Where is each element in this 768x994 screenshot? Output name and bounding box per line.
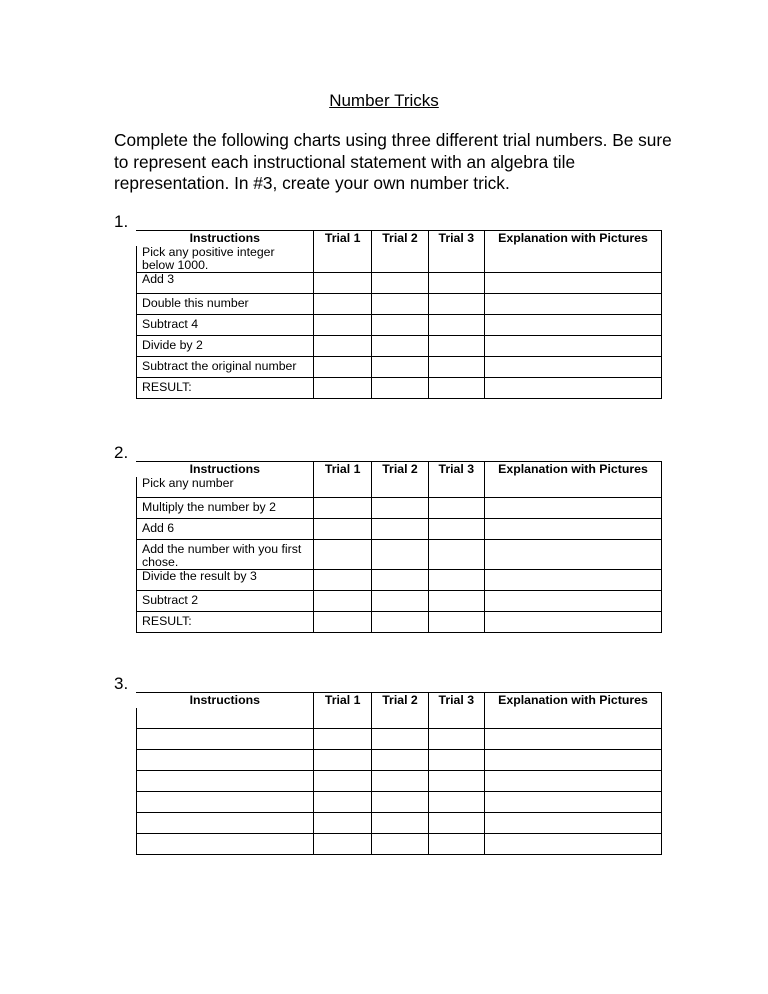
instruction-cell: Pick any number [137, 477, 314, 498]
trial-3-cell[interactable] [428, 750, 484, 771]
trial-1-cell[interactable] [314, 792, 372, 813]
trial-3-cell[interactable] [428, 570, 484, 591]
instruction-cell[interactable] [137, 750, 314, 771]
trial-3-cell[interactable] [428, 708, 484, 729]
table-row [137, 498, 662, 519]
instruction-cell[interactable] [137, 729, 314, 750]
instructions-header: Instructions [137, 692, 314, 708]
table-row [137, 771, 662, 792]
trial-2-cell[interactable] [372, 336, 428, 357]
table-row [137, 813, 662, 834]
chart-1-table [136, 230, 662, 399]
trial-2-cell[interactable] [372, 378, 428, 399]
trial-2-cell[interactable] [372, 498, 428, 519]
table-row [137, 357, 662, 378]
explanation-cell[interactable] [484, 246, 661, 273]
trial-1-cell[interactable] [314, 357, 372, 378]
explanation-cell[interactable] [484, 498, 661, 519]
trial-1-header: Trial 1 [314, 692, 372, 708]
instruction-cell: Subtract the original number [137, 357, 314, 378]
trial-3-cell[interactable] [428, 273, 484, 294]
trial-2-cell[interactable] [372, 750, 428, 771]
instruction-cell: Add 3 [137, 273, 314, 294]
chart-3-number: 3. [114, 674, 129, 693]
table-row [137, 612, 662, 633]
explanation-header: Explanation with Pictures [484, 692, 661, 708]
trial-3-cell[interactable] [428, 315, 484, 336]
instructions-header: Instructions [137, 461, 314, 477]
instruction-cell: RESULT: [137, 612, 314, 633]
trial-1-cell[interactable] [314, 612, 372, 633]
instruction-cell[interactable] [137, 813, 314, 834]
table-row [137, 708, 662, 729]
trial-2-cell[interactable] [372, 570, 428, 591]
trial-1-cell[interactable] [314, 591, 372, 612]
trial-1-cell[interactable] [314, 708, 372, 729]
trial-1-cell[interactable] [314, 336, 372, 357]
explanation-cell[interactable] [484, 294, 661, 315]
table-row [137, 540, 662, 570]
trial-1-cell[interactable] [314, 729, 372, 750]
explanation-cell[interactable] [484, 336, 661, 357]
table-row [137, 519, 662, 540]
explanation-cell[interactable] [484, 519, 661, 540]
instructions-header: Instructions [137, 230, 314, 246]
instruction-cell[interactable] [137, 792, 314, 813]
trial-2-cell[interactable] [372, 708, 428, 729]
trial-3-header: Trial 3 [428, 692, 484, 708]
trial-3-cell[interactable] [428, 591, 484, 612]
explanation-cell[interactable] [484, 834, 661, 855]
explanation-cell[interactable] [484, 792, 661, 813]
explanation-cell[interactable] [484, 273, 661, 294]
trial-3-cell[interactable] [428, 477, 484, 498]
trial-2-header: Trial 2 [372, 230, 428, 246]
trial-3-cell[interactable] [428, 813, 484, 834]
explanation-header: Explanation with Pictures [484, 461, 661, 477]
instruction-cell: Subtract 2 [137, 591, 314, 612]
trial-1-cell[interactable] [314, 570, 372, 591]
trial-2-cell[interactable] [372, 294, 428, 315]
explanation-cell[interactable] [484, 591, 661, 612]
table-row [137, 336, 662, 357]
trial-2-cell[interactable] [372, 315, 428, 336]
trial-1-cell[interactable] [314, 771, 372, 792]
instruction-cell: Divide the result by 3 [137, 570, 314, 591]
trial-3-cell[interactable] [428, 792, 484, 813]
explanation-cell[interactable] [484, 612, 661, 633]
instruction-cell[interactable] [137, 771, 314, 792]
trial-1-header: Trial 1 [314, 230, 372, 246]
instruction-cell: Double this number [137, 294, 314, 315]
table-row [137, 750, 662, 771]
table-row [137, 294, 662, 315]
trial-3-header: Trial 3 [428, 230, 484, 246]
chart-1-header-row [137, 230, 662, 246]
trial-1-cell[interactable] [314, 315, 372, 336]
table-row [137, 315, 662, 336]
instruction-cell: Multiply the number by 2 [137, 498, 314, 519]
trial-2-cell[interactable] [372, 813, 428, 834]
table-row [137, 273, 662, 294]
instructions-paragraph: Complete the following charts using three different trial numbers. Be sure to represent each instructional statement with an algebra tile representation. In #3, create your own number trick. [114, 130, 672, 193]
explanation-cell[interactable] [484, 708, 661, 729]
table-row [137, 591, 662, 612]
instruction-cell[interactable] [137, 834, 314, 855]
trial-3-cell[interactable] [428, 771, 484, 792]
trial-2-cell[interactable] [372, 246, 428, 273]
trial-1-cell[interactable] [314, 498, 372, 519]
trial-1-cell[interactable] [314, 294, 372, 315]
trial-1-cell[interactable] [314, 813, 372, 834]
explanation-cell[interactable] [484, 813, 661, 834]
chart-3-header-row [137, 692, 662, 708]
chart-1-number: 1. [114, 212, 129, 231]
explanation-cell[interactable] [484, 570, 661, 591]
chart-3-table [136, 692, 662, 855]
explanation-cell[interactable] [484, 477, 661, 498]
trial-3-cell[interactable] [428, 834, 484, 855]
trial-1-cell[interactable] [314, 834, 372, 855]
trial-2-cell[interactable] [372, 792, 428, 813]
trial-2-cell[interactable] [372, 729, 428, 750]
explanation-cell[interactable] [484, 315, 661, 336]
instruction-cell: Subtract 4 [137, 315, 314, 336]
explanation-cell[interactable] [484, 378, 661, 399]
trial-2-header: Trial 2 [372, 461, 428, 477]
trial-2-cell[interactable] [372, 357, 428, 378]
chart-2-table [136, 461, 662, 633]
table-row [137, 246, 662, 273]
chart-2-header-row [137, 461, 662, 477]
trial-2-cell[interactable] [372, 591, 428, 612]
trial-2-cell[interactable] [372, 273, 428, 294]
explanation-cell[interactable] [484, 540, 661, 570]
table-row [137, 834, 662, 855]
instruction-cell: Add 6 [137, 519, 314, 540]
explanation-cell[interactable] [484, 750, 661, 771]
trial-3-cell[interactable] [428, 498, 484, 519]
page-title: Number Tricks [329, 91, 439, 110]
trial-3-cell[interactable] [428, 378, 484, 399]
table-row [137, 477, 662, 498]
table-row [137, 570, 662, 591]
trial-2-cell[interactable] [372, 612, 428, 633]
instruction-cell[interactable] [137, 708, 314, 729]
trial-3-cell[interactable] [428, 357, 484, 378]
table-row [137, 378, 662, 399]
trial-2-cell[interactable] [372, 771, 428, 792]
trial-3-cell[interactable] [428, 612, 484, 633]
instruction-cell: Divide by 2 [137, 336, 314, 357]
trial-3-cell[interactable] [428, 729, 484, 750]
instruction-cell: Pick any positive integer below 1000. [137, 246, 314, 273]
trial-1-cell[interactable] [314, 750, 372, 771]
explanation-cell[interactable] [484, 729, 661, 750]
trial-1-cell[interactable] [314, 540, 372, 570]
trial-3-cell[interactable] [428, 519, 484, 540]
instruction-cell: RESULT: [137, 378, 314, 399]
instruction-cell: Add the number with you first chose. [137, 540, 314, 570]
trial-2-cell[interactable] [372, 540, 428, 570]
trial-1-header: Trial 1 [314, 461, 372, 477]
trial-2-cell[interactable] [372, 834, 428, 855]
trial-1-cell[interactable] [314, 273, 372, 294]
trial-3-header: Trial 3 [428, 461, 484, 477]
explanation-cell[interactable] [484, 771, 661, 792]
trial-3-cell[interactable] [428, 336, 484, 357]
trial-2-cell[interactable] [372, 477, 428, 498]
trial-1-cell[interactable] [314, 246, 372, 273]
trial-3-cell[interactable] [428, 540, 484, 570]
trial-1-cell[interactable] [314, 477, 372, 498]
explanation-cell[interactable] [484, 357, 661, 378]
trial-1-cell[interactable] [314, 378, 372, 399]
chart-2-number: 2. [114, 443, 129, 462]
trial-2-cell[interactable] [372, 519, 428, 540]
table-row [137, 729, 662, 750]
table-row [137, 792, 662, 813]
trial-2-header: Trial 2 [372, 692, 428, 708]
trial-1-cell[interactable] [314, 519, 372, 540]
trial-3-cell[interactable] [428, 246, 484, 273]
trial-3-cell[interactable] [428, 294, 484, 315]
explanation-header: Explanation with Pictures [484, 230, 661, 246]
